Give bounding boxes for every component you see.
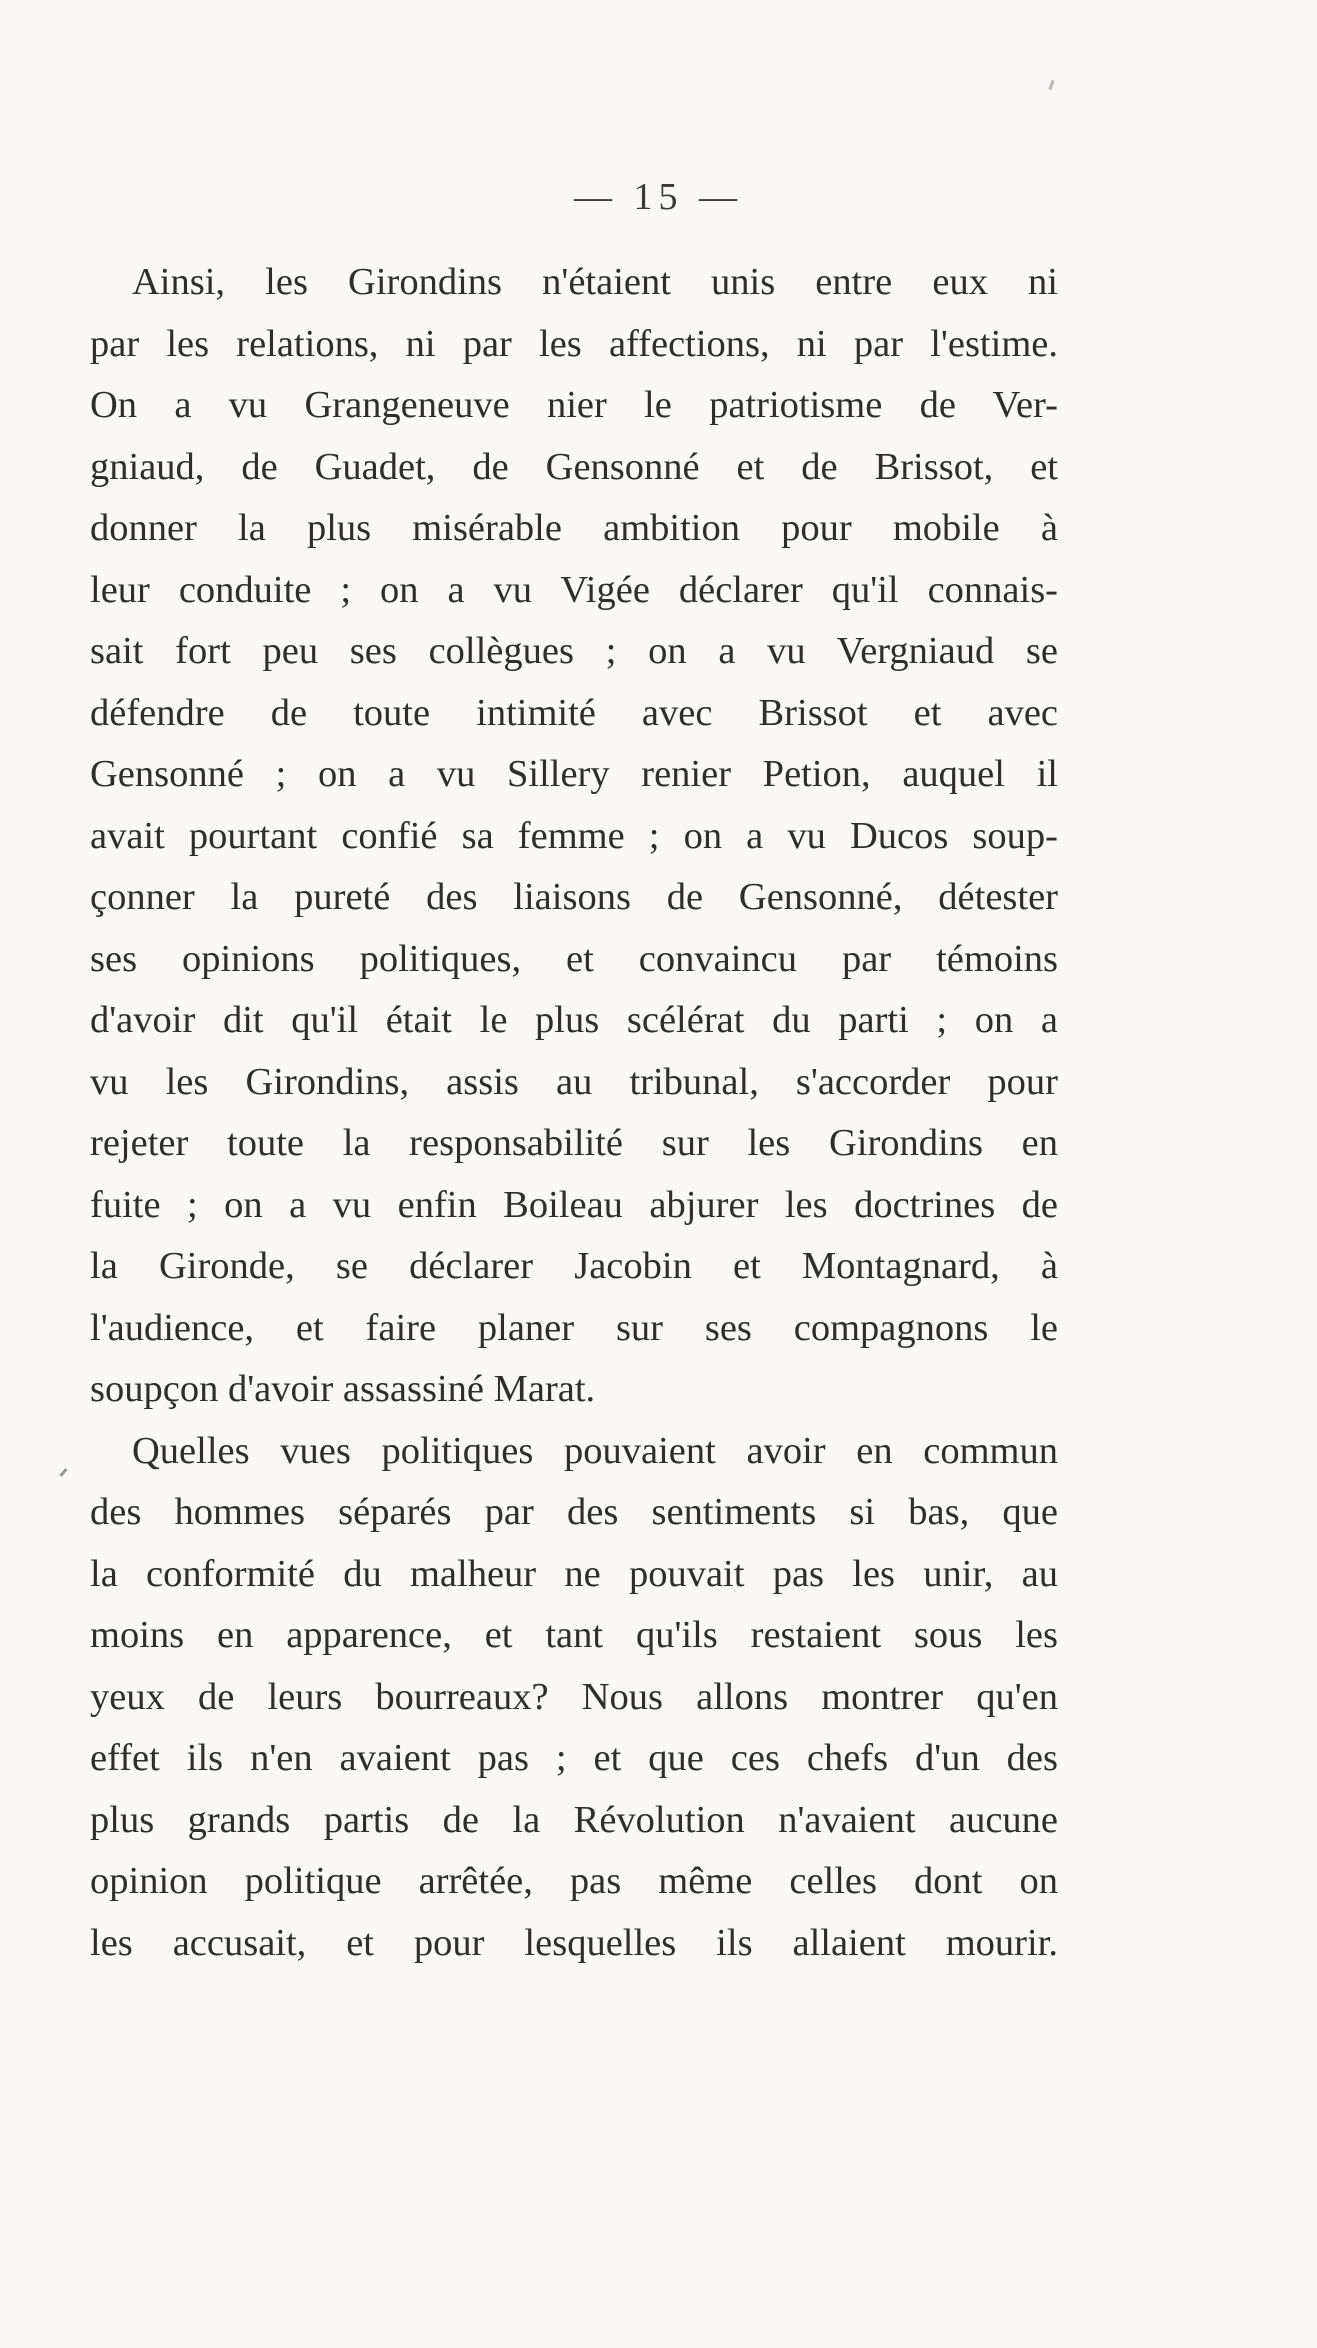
text-line: yeux de leurs bourreaux? Nous allons montrer qu'en: [90, 1675, 1058, 1718]
text-line: les accusait, et pour lesquelles ils allaient mourir.: [90, 1921, 1058, 1964]
text-line: gniaud, de Guadet, de Gensonné et de Brissot, et: [90, 445, 1058, 488]
text-line: Ainsi, les Girondins n'étaient unis entre eux ni: [132, 261, 1058, 303]
text-line: rejeter toute la responsabilité sur les Girondins en: [90, 1122, 1058, 1164]
text-line: vu les Girondins, assis au tribunal, s'accorder pour: [90, 1060, 1058, 1103]
text-line: défendre de toute intimité avec Brissot et avec: [90, 691, 1058, 734]
text-line: opinion politique arrêtée, pas même celles dont on: [90, 1860, 1058, 1902]
ink-speck: [1048, 80, 1054, 90]
text-line: la conformité du malheur ne pouvait pas les unir, au: [90, 1552, 1058, 1595]
paragraph-1: [90, 252, 1058, 1421]
text-line: par les relations, ni par les affections, ni par l'estime.: [90, 322, 1058, 365]
text-line: Quelles vues politiques pouvaient avoir en commun: [132, 1429, 1058, 1472]
text-line: On a vu Grangeneuve nier le patriotisme de Ver-: [90, 384, 1058, 426]
text-line: des hommes séparés par des sentiments si bas, que: [90, 1491, 1058, 1533]
page-number: — 15 —: [574, 176, 743, 218]
text-line: avait pourtant confié sa femme ; on a vu Ducos soup-: [90, 814, 1058, 857]
text-line: plus grands partis de la Révolution n'avaient aucune: [90, 1798, 1058, 1841]
text-line: sait fort peu ses collègues ; on a vu Vergniaud se: [90, 630, 1058, 672]
text-line: moins en apparence, et tant qu'ils restaient sous les: [90, 1614, 1058, 1656]
text-line: soupçon d'avoir assassiné Marat.: [90, 1368, 596, 1410]
text-line: d'avoir dit qu'il était le plus scélérat du parti ; on a: [90, 999, 1058, 1041]
text-line: Gensonné ; on a vu Sillery renier Petion, auquel il: [90, 753, 1058, 795]
text-line: donner la plus misérable ambition pour mobile à: [90, 507, 1058, 549]
paragraph-2: [90, 1421, 1058, 1975]
text-line: çonner la pureté des liaisons de Gensonné, détester: [90, 876, 1058, 918]
text-line: la Gironde, se déclarer Jacobin et Montagnard, à: [90, 1245, 1058, 1287]
text-line: fuite ; on a vu enfin Boileau abjurer les doctrines de: [90, 1183, 1058, 1226]
text-line: ses opinions politiques, et convaincu par témoins: [90, 937, 1058, 980]
text-line: leur conduite ; on a vu Vigée déclarer qu'il connais-: [90, 568, 1058, 611]
text-line: l'audience, et faire planer sur ses compagnons le: [90, 1306, 1058, 1349]
text-line: effet ils n'en avaient pas ; et que ces chefs d'un des: [90, 1737, 1058, 1779]
ink-speck: [59, 1468, 67, 1477]
body-text: [90, 252, 1058, 1974]
